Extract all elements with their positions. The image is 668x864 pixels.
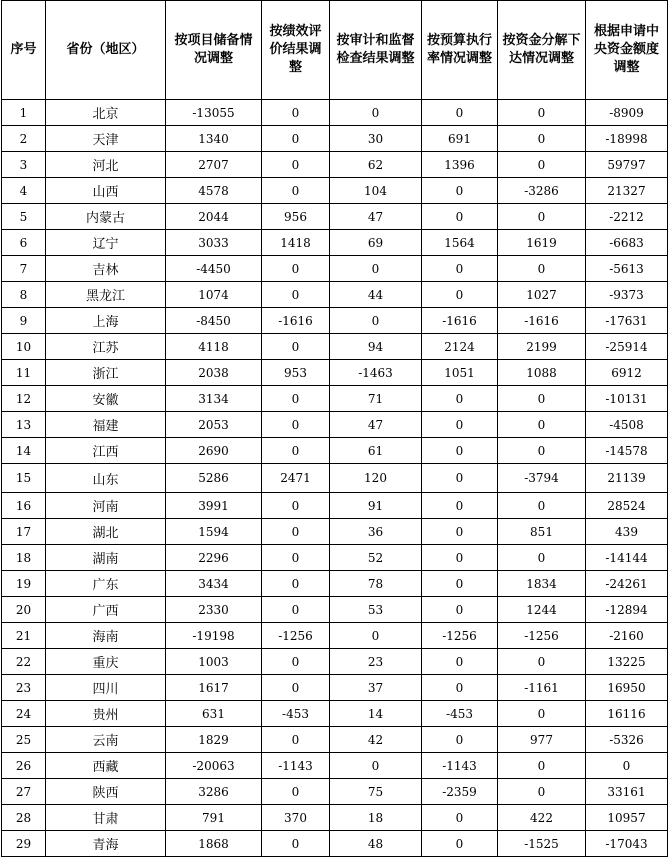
province-name: 广西 (46, 597, 166, 623)
project-reserve-value: 791 (166, 805, 262, 831)
execution-rate-value: 0 (422, 256, 498, 282)
table-row (2, 493, 668, 519)
province-name: 安徽 (46, 386, 166, 412)
fund-allocation-value: 0 (498, 100, 586, 126)
audit-value: 14 (330, 701, 422, 727)
execution-rate-value: 0 (422, 412, 498, 438)
project-reserve-value: 2296 (166, 545, 262, 571)
table-row (2, 779, 668, 805)
requested-amount-value: -14578 (586, 438, 668, 464)
performance-value: -1143 (262, 753, 330, 779)
row-index: 1 (2, 100, 46, 126)
fund-allocation-value: 2199 (498, 334, 586, 360)
performance-value: 953 (262, 360, 330, 386)
performance-value: 956 (262, 204, 330, 230)
performance-value: 0 (262, 649, 330, 675)
header-province: 省份（地区） (46, 1, 166, 100)
requested-amount-value: 16116 (586, 701, 668, 727)
table-row (2, 152, 668, 178)
project-reserve-value: 2330 (166, 597, 262, 623)
project-reserve-value: 1340 (166, 126, 262, 152)
execution-rate-value: 1564 (422, 230, 498, 256)
performance-value: 370 (262, 805, 330, 831)
fund-allocation-value: -1525 (498, 831, 586, 857)
audit-value: 42 (330, 727, 422, 753)
fund-allocation-value: 0 (498, 493, 586, 519)
province-name: 江苏 (46, 334, 166, 360)
table-row (2, 204, 668, 230)
performance-value: 0 (262, 597, 330, 623)
audit-value: 23 (330, 649, 422, 675)
execution-rate-value: 0 (422, 386, 498, 412)
execution-rate-value: -2359 (422, 779, 498, 805)
execution-rate-value: 2124 (422, 334, 498, 360)
requested-amount-value: 13225 (586, 649, 668, 675)
table-row (2, 438, 668, 464)
fund-allocation-value: 0 (498, 412, 586, 438)
row-index: 27 (2, 779, 46, 805)
table-row (2, 100, 668, 126)
project-reserve-value: 1594 (166, 519, 262, 545)
performance-value: 0 (262, 519, 330, 545)
province-name: 西藏 (46, 753, 166, 779)
province-name: 福建 (46, 412, 166, 438)
audit-value: 48 (330, 831, 422, 857)
row-index: 22 (2, 649, 46, 675)
requested-amount-value: 439 (586, 519, 668, 545)
table-row (2, 649, 668, 675)
fund-allocation-value: 0 (498, 545, 586, 571)
row-index: 6 (2, 230, 46, 256)
execution-rate-value: 1396 (422, 152, 498, 178)
requested-amount-value: -18998 (586, 126, 668, 152)
audit-value: 0 (330, 256, 422, 282)
project-reserve-value: 2690 (166, 438, 262, 464)
performance-value: 0 (262, 282, 330, 308)
header-project-reserve: 按项目储备情况调整 (166, 1, 262, 100)
performance-value: 0 (262, 256, 330, 282)
performance-value: 0 (262, 126, 330, 152)
execution-rate-value: 691 (422, 126, 498, 152)
audit-value: 61 (330, 438, 422, 464)
audit-value: 30 (330, 126, 422, 152)
row-index: 23 (2, 675, 46, 701)
province-name: 甘肃 (46, 805, 166, 831)
table-row (2, 230, 668, 256)
row-index: 26 (2, 753, 46, 779)
performance-value: 0 (262, 831, 330, 857)
row-index: 3 (2, 152, 46, 178)
province-name: 重庆 (46, 649, 166, 675)
row-index: 25 (2, 727, 46, 753)
fund-allocation-value: 851 (498, 519, 586, 545)
performance-value: 0 (262, 493, 330, 519)
project-reserve-value: 1003 (166, 649, 262, 675)
requested-amount-value: -8909 (586, 100, 668, 126)
requested-amount-value: 21327 (586, 178, 668, 204)
execution-rate-value: 0 (422, 178, 498, 204)
audit-value: 91 (330, 493, 422, 519)
execution-rate-value: 0 (422, 519, 498, 545)
province-name: 海南 (46, 623, 166, 649)
performance-value: 0 (262, 779, 330, 805)
allocation-adjustment-table (1, 0, 668, 857)
project-reserve-value: -20063 (166, 753, 262, 779)
project-reserve-value: 631 (166, 701, 262, 727)
fund-allocation-value: 1088 (498, 360, 586, 386)
fund-allocation-value: -1616 (498, 308, 586, 334)
performance-value: 0 (262, 571, 330, 597)
row-index: 29 (2, 831, 46, 857)
table-row (2, 623, 668, 649)
project-reserve-value: -13055 (166, 100, 262, 126)
requested-amount-value: -17631 (586, 308, 668, 334)
performance-value: 0 (262, 152, 330, 178)
table-row (2, 753, 668, 779)
audit-value: 71 (330, 386, 422, 412)
row-index: 12 (2, 386, 46, 412)
audit-value: 18 (330, 805, 422, 831)
audit-value: 62 (330, 152, 422, 178)
row-index: 19 (2, 571, 46, 597)
requested-amount-value: -5613 (586, 256, 668, 282)
execution-rate-value: 0 (422, 282, 498, 308)
province-name: 天津 (46, 126, 166, 152)
province-name: 内蒙古 (46, 204, 166, 230)
table-row (2, 334, 668, 360)
row-index: 10 (2, 334, 46, 360)
audit-value: -1463 (330, 360, 422, 386)
row-index: 7 (2, 256, 46, 282)
performance-value: 2471 (262, 464, 330, 493)
fund-allocation-value: 0 (498, 753, 586, 779)
project-reserve-value: 2707 (166, 152, 262, 178)
audit-value: 47 (330, 412, 422, 438)
audit-value: 0 (330, 308, 422, 334)
requested-amount-value: 6912 (586, 360, 668, 386)
execution-rate-value: 0 (422, 727, 498, 753)
table-row (2, 360, 668, 386)
execution-rate-value: 0 (422, 464, 498, 493)
fund-allocation-value: 0 (498, 126, 586, 152)
fund-allocation-value: 422 (498, 805, 586, 831)
requested-amount-value: 21139 (586, 464, 668, 493)
audit-value: 0 (330, 623, 422, 649)
table-row (2, 675, 668, 701)
province-name: 河北 (46, 152, 166, 178)
fund-allocation-value: 0 (498, 438, 586, 464)
audit-value: 120 (330, 464, 422, 493)
performance-value: 0 (262, 675, 330, 701)
table-row (2, 464, 668, 493)
project-reserve-value: -4450 (166, 256, 262, 282)
execution-rate-value: 0 (422, 675, 498, 701)
execution-rate-value: 0 (422, 805, 498, 831)
fund-allocation-value: 1834 (498, 571, 586, 597)
project-reserve-value: 3033 (166, 230, 262, 256)
row-index: 17 (2, 519, 46, 545)
fund-allocation-value: 1619 (498, 230, 586, 256)
project-reserve-value: -8450 (166, 308, 262, 334)
performance-value: 0 (262, 386, 330, 412)
performance-value: 0 (262, 545, 330, 571)
requested-amount-value: -9373 (586, 282, 668, 308)
table-row (2, 256, 668, 282)
header-fund-allocation: 按资金分解下达情况调整 (498, 1, 586, 100)
execution-rate-value: -1616 (422, 308, 498, 334)
table-row (2, 805, 668, 831)
header-execution-rate: 按预算执行率情况调整 (422, 1, 498, 100)
project-reserve-value: 1074 (166, 282, 262, 308)
table-body (2, 100, 668, 857)
row-index: 8 (2, 282, 46, 308)
requested-amount-value: 10957 (586, 805, 668, 831)
province-name: 四川 (46, 675, 166, 701)
table-row (2, 545, 668, 571)
project-reserve-value: 3991 (166, 493, 262, 519)
requested-amount-value: -14144 (586, 545, 668, 571)
execution-rate-value: 0 (422, 597, 498, 623)
table-row (2, 386, 668, 412)
province-name: 贵州 (46, 701, 166, 727)
province-name: 陕西 (46, 779, 166, 805)
execution-rate-value: 0 (422, 571, 498, 597)
performance-value: 0 (262, 100, 330, 126)
requested-amount-value: 59797 (586, 152, 668, 178)
row-index: 18 (2, 545, 46, 571)
province-name: 山西 (46, 178, 166, 204)
performance-value: -1256 (262, 623, 330, 649)
execution-rate-value: -1256 (422, 623, 498, 649)
row-index: 21 (2, 623, 46, 649)
project-reserve-value: 1829 (166, 727, 262, 753)
requested-amount-value: -25914 (586, 334, 668, 360)
audit-value: 37 (330, 675, 422, 701)
table-row (2, 597, 668, 623)
audit-value: 75 (330, 779, 422, 805)
execution-rate-value: 0 (422, 438, 498, 464)
audit-value: 36 (330, 519, 422, 545)
execution-rate-value: 0 (422, 831, 498, 857)
province-name: 湖南 (46, 545, 166, 571)
requested-amount-value: -10131 (586, 386, 668, 412)
province-name: 吉林 (46, 256, 166, 282)
project-reserve-value: 5286 (166, 464, 262, 493)
row-index: 4 (2, 178, 46, 204)
project-reserve-value: 4578 (166, 178, 262, 204)
project-reserve-value: 2038 (166, 360, 262, 386)
performance-value: 0 (262, 412, 330, 438)
execution-rate-value: 0 (422, 545, 498, 571)
project-reserve-value: 1868 (166, 831, 262, 857)
audit-value: 47 (330, 204, 422, 230)
row-index: 14 (2, 438, 46, 464)
performance-value: -1616 (262, 308, 330, 334)
fund-allocation-value: 0 (498, 701, 586, 727)
requested-amount-value: 16950 (586, 675, 668, 701)
fund-allocation-value: 0 (498, 386, 586, 412)
fund-allocation-value: 977 (498, 727, 586, 753)
header-row (2, 1, 668, 100)
table-row (2, 178, 668, 204)
province-name: 山东 (46, 464, 166, 493)
table-row (2, 831, 668, 857)
project-reserve-value: 4118 (166, 334, 262, 360)
table-row (2, 308, 668, 334)
requested-amount-value: -17043 (586, 831, 668, 857)
province-name: 上海 (46, 308, 166, 334)
project-reserve-value: 3134 (166, 386, 262, 412)
fund-allocation-value: -3794 (498, 464, 586, 493)
requested-amount-value: -2160 (586, 623, 668, 649)
row-index: 9 (2, 308, 46, 334)
province-name: 浙江 (46, 360, 166, 386)
province-name: 广东 (46, 571, 166, 597)
performance-value: -453 (262, 701, 330, 727)
audit-value: 53 (330, 597, 422, 623)
project-reserve-value: 2044 (166, 204, 262, 230)
fund-allocation-value: 0 (498, 152, 586, 178)
audit-value: 78 (330, 571, 422, 597)
province-name: 辽宁 (46, 230, 166, 256)
performance-value: 0 (262, 178, 330, 204)
audit-value: 0 (330, 100, 422, 126)
header-requested-amount: 根据申请中央资金额度调整 (586, 1, 668, 100)
audit-value: 104 (330, 178, 422, 204)
execution-rate-value: 0 (422, 204, 498, 230)
audit-value: 44 (330, 282, 422, 308)
fund-allocation-value: -1256 (498, 623, 586, 649)
audit-value: 0 (330, 753, 422, 779)
performance-value: 0 (262, 727, 330, 753)
row-index: 16 (2, 493, 46, 519)
row-index: 15 (2, 464, 46, 493)
province-name: 云南 (46, 727, 166, 753)
execution-rate-value: -453 (422, 701, 498, 727)
requested-amount-value: -4508 (586, 412, 668, 438)
province-name: 河南 (46, 493, 166, 519)
header-index: 序号 (2, 1, 46, 100)
fund-allocation-value: 1027 (498, 282, 586, 308)
requested-amount-value: 28524 (586, 493, 668, 519)
performance-value: 1418 (262, 230, 330, 256)
province-name: 黑龙江 (46, 282, 166, 308)
header-audit: 按审计和监督检查结果调整 (330, 1, 422, 100)
requested-amount-value: -6683 (586, 230, 668, 256)
table-row (2, 519, 668, 545)
fund-allocation-value: 1244 (498, 597, 586, 623)
audit-value: 52 (330, 545, 422, 571)
execution-rate-value: 0 (422, 100, 498, 126)
execution-rate-value: 0 (422, 649, 498, 675)
row-index: 5 (2, 204, 46, 230)
table-row (2, 282, 668, 308)
fund-allocation-value: -1161 (498, 675, 586, 701)
requested-amount-value: -2212 (586, 204, 668, 230)
audit-value: 94 (330, 334, 422, 360)
performance-value: 0 (262, 438, 330, 464)
table-row (2, 571, 668, 597)
row-index: 20 (2, 597, 46, 623)
fund-allocation-value: 0 (498, 204, 586, 230)
requested-amount-value: -12894 (586, 597, 668, 623)
execution-rate-value: -1143 (422, 753, 498, 779)
row-index: 28 (2, 805, 46, 831)
requested-amount-value: -5326 (586, 727, 668, 753)
project-reserve-value: 3286 (166, 779, 262, 805)
project-reserve-value: 1617 (166, 675, 262, 701)
project-reserve-value: 3434 (166, 571, 262, 597)
requested-amount-value: 0 (586, 753, 668, 779)
table-row (2, 727, 668, 753)
row-index: 2 (2, 126, 46, 152)
execution-rate-value: 0 (422, 493, 498, 519)
row-index: 24 (2, 701, 46, 727)
requested-amount-value: -24261 (586, 571, 668, 597)
province-name: 北京 (46, 100, 166, 126)
table-row (2, 412, 668, 438)
province-name: 江西 (46, 438, 166, 464)
requested-amount-value: 33161 (586, 779, 668, 805)
audit-value: 69 (330, 230, 422, 256)
province-name: 青海 (46, 831, 166, 857)
fund-allocation-value: 0 (498, 256, 586, 282)
project-reserve-value: -19198 (166, 623, 262, 649)
fund-allocation-value: 0 (498, 779, 586, 805)
fund-allocation-value: -3286 (498, 178, 586, 204)
row-index: 11 (2, 360, 46, 386)
province-name: 湖北 (46, 519, 166, 545)
performance-value: 0 (262, 334, 330, 360)
fund-allocation-value: 0 (498, 649, 586, 675)
row-index: 13 (2, 412, 46, 438)
header-performance: 按绩效评价结果调整 (262, 1, 330, 100)
table-row (2, 701, 668, 727)
project-reserve-value: 2053 (166, 412, 262, 438)
execution-rate-value: 1051 (422, 360, 498, 386)
table-row (2, 126, 668, 152)
